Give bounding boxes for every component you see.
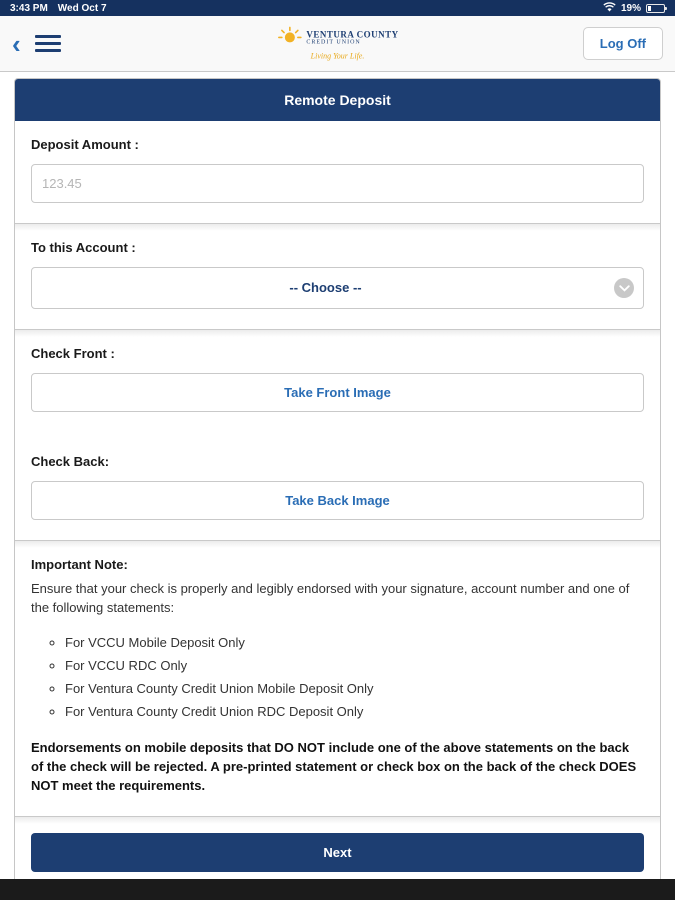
statement-item: ◦ For Ventura County Credit Union Mobile Deposit Only [65,680,644,698]
battery-percent: 19% [620,2,641,14]
note-title: Important Note: [31,557,128,572]
status-time: 3:43 PM [10,2,48,14]
account-label: To this Account : [31,240,136,255]
take-front-image-button[interactable]: Take Front Image [31,373,644,412]
logo-name-line2: COUNTY [356,29,399,40]
statement-item: ◦ For VCCU Mobile Deposit Only [65,634,644,652]
vccu-logo [276,26,398,61]
statement-item: ◦ For VCCU RDC Only [65,657,644,675]
bottom-bar [0,879,675,900]
note-intro: Ensure that your check is properly and legibly endorsed with your signature, account number and one of the following statements: [31,581,630,615]
check-images-section [15,329,660,540]
status-bar [0,0,675,16]
note-warning: Endorsements on mobile deposits that DO NOT include one of the above statements on the back of the check will be rejected. A pre-printed statement or check box on the back of the check DOES NOT meet the requirements. [31,740,637,794]
page-title: Remote Deposit [15,79,660,121]
deposit-amount-section [15,121,660,223]
check-back-label: Check Back: [31,454,110,469]
remote-deposit-card [14,78,661,893]
logo-subtitle: CREDIT UNION [306,39,361,46]
statement-item: ◦ For Ventura County Credit Union RDC Deposit Only [65,703,644,721]
important-note-section [15,540,660,816]
status-date: Wed Oct 7 [57,2,107,14]
endorsement-statement-list [31,634,644,722]
chevron-down-icon [614,278,634,298]
back-icon[interactable]: ‹ [12,28,21,59]
sun-icon [276,26,302,51]
deposit-amount-label: Deposit Amount : [31,137,139,152]
check-front-label: Check Front : [31,346,115,361]
battery-icon [646,4,665,13]
account-select[interactable] [31,267,644,309]
logo-tagline: Living Your Life. [310,51,365,61]
log-off-button[interactable]: Log Off [583,27,663,60]
deposit-amount-input[interactable] [31,164,644,203]
hamburger-menu-icon[interactable] [35,31,61,56]
next-button[interactable]: Next [31,833,644,872]
logo-name-line1: VENTURA [306,29,354,40]
nav-bar [0,16,675,72]
wifi-icon [603,2,616,15]
account-select-value: -- Choose -- [289,280,362,295]
account-section [15,223,660,329]
take-back-image-button[interactable]: Take Back Image [31,481,644,520]
